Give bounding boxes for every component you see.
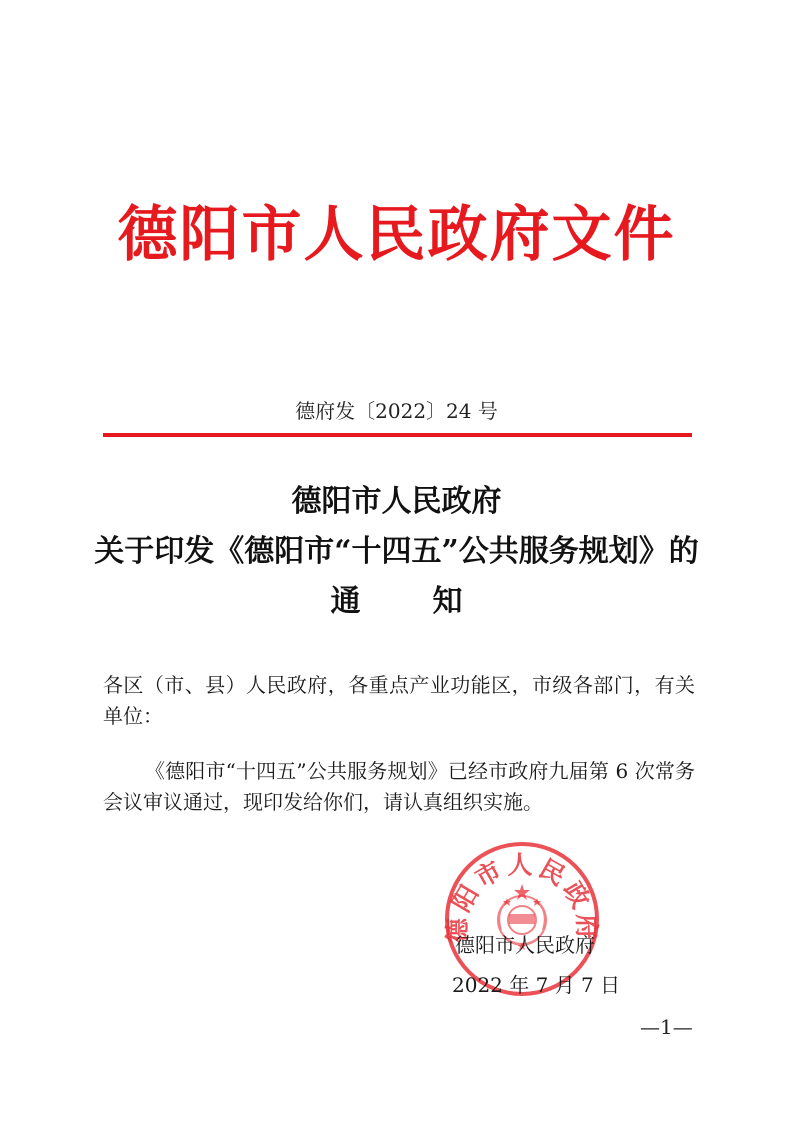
title-line-3-char-b: 知 [432,584,463,619]
red-divider-line [103,433,692,437]
seal-text: 德阳市人民政府 [443,850,601,944]
signer-organization: 德阳市人民政府 [455,933,595,957]
document-masthead: 德阳市人民政府文件 [117,200,676,270]
title-line-1: 德阳市人民政府 [291,484,502,519]
content-paragraph: 《德阳市“十四五”公共服务规划》已经市政府九届第 6 次常务会议审议通过，现印发给你们，请认真组织实施。 [103,759,695,814]
addressees-paragraph: 各区（市、县）人民政府，各重点产业功能区，市级各部门，有关单位： [103,673,695,728]
page-number: —1— [640,1015,693,1039]
issue-date: 2022 年 7 月 7 日 [452,973,621,997]
title-line-3 [0,580,793,624]
document-number: 德府发〔2022〕24 号 [295,399,498,423]
title-line-2: 关于印发《德阳市“十四五”公共服务规划》的 [94,534,699,569]
title-line-3-char-a: 通 [330,584,361,619]
